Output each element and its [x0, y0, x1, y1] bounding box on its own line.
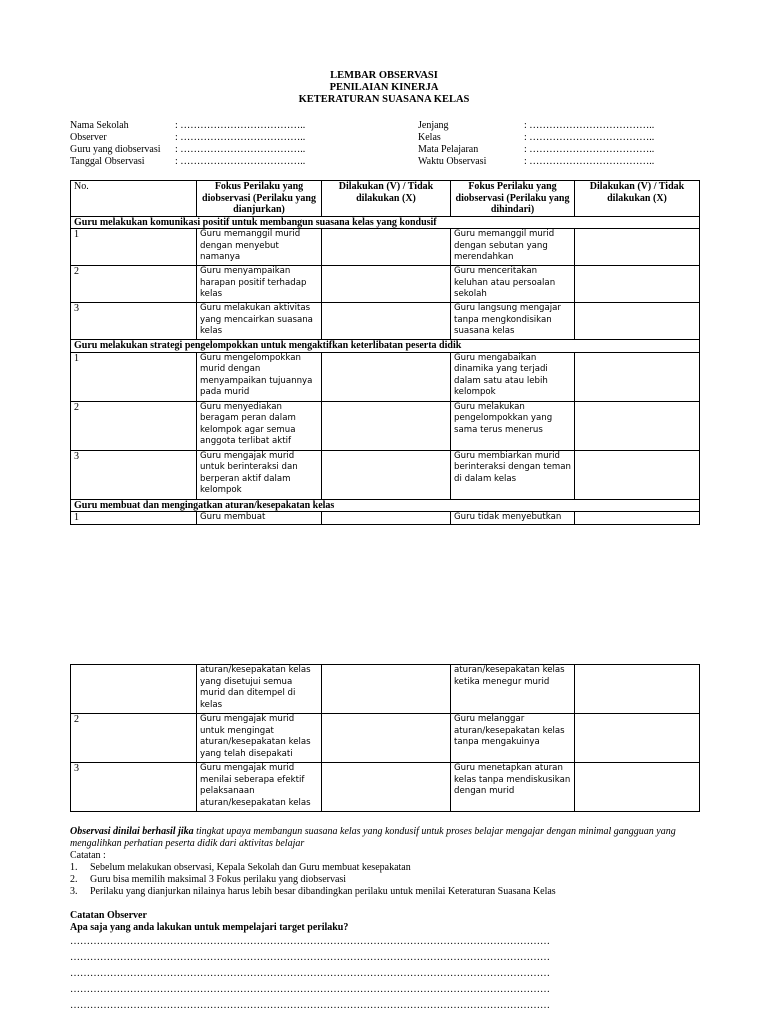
check-cell[interactable]	[575, 450, 700, 499]
table-row	[71, 763, 700, 812]
check-cell[interactable]	[322, 450, 451, 499]
check-cell[interactable]	[575, 229, 700, 266]
behavior-recommended: Guru mengajak murid untuk mengingat aturan/kesepakatan kelas yang telah disepakati	[197, 714, 322, 763]
list-number: 1.	[70, 862, 78, 873]
row-no: 3	[71, 763, 197, 812]
title-line-1: LEMBAR OBSERVASI	[330, 70, 438, 81]
list-text: Guru bisa memilih maksimal 3 Fokus perilaku yang diobservasi	[90, 874, 347, 885]
row-no: 2	[71, 401, 197, 450]
info-row	[418, 132, 654, 144]
check-cell[interactable]	[322, 303, 451, 340]
check-cell[interactable]	[575, 714, 700, 763]
list-number: 2.	[70, 874, 78, 885]
header-fokus-dianjurkan: Fokus Perilaku yang diobservasi (Perilaku yang dianjurkan)	[197, 181, 322, 217]
info-value: : ………………………………..	[175, 120, 306, 131]
row-no: 1	[71, 512, 197, 525]
info-row	[418, 156, 654, 168]
info-label: Waktu Observasi	[418, 156, 487, 167]
info-block-left	[70, 120, 305, 168]
table-row	[71, 714, 700, 763]
check-cell[interactable]	[575, 401, 700, 450]
behavior-avoided: Guru menetapkan aturan kelas tanpa mendiskusikan dengan murid	[451, 763, 575, 812]
info-label: Guru yang diobservasi	[70, 144, 161, 155]
behavior-recommended: Guru memanggil murid dengan menyebut namanya	[197, 229, 322, 266]
info-row	[418, 144, 654, 156]
row-no	[71, 665, 197, 714]
behavior-avoided: Guru melanggar aturan/kesepakatan kelas tanpa mengakuinya	[451, 714, 575, 763]
check-cell[interactable]	[575, 266, 700, 303]
observation-table-page2	[70, 664, 700, 812]
info-row	[418, 120, 654, 132]
behavior-avoided: Guru mengabaikan dinamika yang terjadi dalam satu atau lebih kelompok	[451, 352, 575, 401]
behavior-avoided: Guru tidak menyebutkan	[451, 512, 575, 525]
behavior-avoided: aturan/kesepakatan kelas ketika menegur murid	[451, 665, 575, 714]
observation-table-page1	[70, 180, 700, 525]
table-row	[71, 665, 700, 714]
behavior-recommended: Guru mengajak murid untuk berinteraksi dan berperan aktif dalam kelompok	[197, 450, 322, 499]
answer-line[interactable]: ………………………………………………………………………………………………………………………………	[70, 984, 550, 995]
section-row	[71, 340, 700, 353]
table-row	[71, 229, 700, 266]
observer-notes-title: Catatan Observer	[70, 910, 147, 921]
check-cell[interactable]	[575, 512, 700, 525]
answer-line[interactable]: ………………………………………………………………………………………………………………………………	[70, 968, 550, 979]
table-header-row	[71, 181, 700, 217]
section-title: Guru membuat dan mengingatkan aturan/kesepakatan kelas	[71, 499, 700, 512]
behavior-avoided: Guru memanggil murid dengan sebutan yang merendahkan	[451, 229, 575, 266]
row-no: 3	[71, 450, 197, 499]
check-cell[interactable]	[322, 714, 451, 763]
header-dilakukan-2: Dilakukan (V) / Tidak dilakukan (X)	[575, 181, 700, 217]
list-text: Sebelum melakukan observasi, Kepala Sekolah dan Guru membuat kesepakatan	[90, 862, 411, 873]
behavior-recommended: Guru mengajak murid menilai seberapa efektif pelaksanaan aturan/kesepakatan kelas	[197, 763, 322, 812]
info-value: : ………………………………..	[175, 144, 306, 155]
info-label: Kelas	[418, 132, 441, 143]
check-cell[interactable]	[322, 512, 451, 525]
title-line-2: PENILAIAN KINERJA	[329, 82, 439, 93]
info-value: : ………………………………..	[175, 156, 306, 167]
list-item	[70, 874, 710, 886]
behavior-recommended: Guru melakukan aktivitas yang mencairkan suasana kelas	[197, 303, 322, 340]
check-cell[interactable]	[575, 665, 700, 714]
table-row	[71, 450, 700, 499]
table-row	[71, 512, 700, 525]
info-label: Jenjang	[418, 120, 449, 131]
check-cell[interactable]	[322, 763, 451, 812]
info-label: Nama Sekolah	[70, 120, 129, 131]
section-row	[71, 216, 700, 229]
info-label: Tanggal Observasi	[70, 156, 145, 167]
table-row	[71, 401, 700, 450]
observer-question: Apa saja yang anda lakukan untuk mempelajari target perilaku?	[70, 922, 349, 933]
list-item	[70, 886, 710, 898]
section-title: Guru melakukan strategi pengelompokkan untuk mengaktifkan keterlibatan peserta didik	[71, 340, 700, 353]
info-value: : ………………………………..	[524, 120, 655, 131]
info-label: Observer	[70, 132, 107, 143]
info-row	[70, 132, 305, 144]
info-row	[70, 120, 305, 132]
behavior-avoided: Guru membiarkan murid berinteraksi dengan teman di dalam kelas	[451, 450, 575, 499]
header-no: No.	[71, 181, 197, 217]
check-cell[interactable]	[322, 665, 451, 714]
info-value: : ………………………………..	[524, 132, 655, 143]
answer-line[interactable]: ………………………………………………………………………………………………………………………………	[70, 1000, 550, 1011]
behavior-avoided: Guru langsung mengajar tanpa mengkondisikan suasana kelas	[451, 303, 575, 340]
check-cell[interactable]	[322, 352, 451, 401]
check-cell[interactable]	[575, 763, 700, 812]
info-block-right	[418, 120, 654, 168]
row-no: 3	[71, 303, 197, 340]
list-item	[70, 862, 710, 874]
behavior-recommended: Guru mengelompokkan murid dengan menyampaikan tujuannya pada murid	[197, 352, 322, 401]
check-cell[interactable]	[575, 303, 700, 340]
success-criteria-text: tingkat upaya membangun suasana kelas yang kondusif untuk proses belajar mengajar dengan minimal gangguan yang mengalihkan perhatian peserta didik dari aktivitas belajar	[70, 826, 676, 849]
answer-line[interactable]: ………………………………………………………………………………………………………………………………	[70, 936, 550, 947]
section-row	[71, 499, 700, 512]
section-title: Guru melakukan komunikasi positif untuk membangun suasana kelas yang kondusif	[71, 216, 700, 229]
info-value: : ………………………………..	[524, 144, 655, 155]
list-number: 3.	[70, 886, 78, 897]
table-row	[71, 352, 700, 401]
table-row	[71, 303, 700, 340]
behavior-avoided: Guru menceritakan keluhan atau persoalan sekolah	[451, 266, 575, 303]
info-label: Mata Pelajaran	[418, 144, 479, 155]
row-no: 1	[71, 229, 197, 266]
success-criteria-lead: Observasi dinilai berhasil jika	[70, 826, 194, 837]
behavior-avoided: Guru melakukan pengelompokkan yang sama terus menerus	[451, 401, 575, 450]
info-row	[70, 156, 305, 168]
answer-line[interactable]: ………………………………………………………………………………………………………………………………	[70, 952, 550, 963]
info-value: : ………………………………..	[524, 156, 655, 167]
behavior-recommended: aturan/kesepakatan kelas yang disetujui semua murid dan ditempel di kelas	[197, 665, 322, 714]
behavior-recommended: Guru menyampaikan harapan positif terhadap kelas	[197, 266, 322, 303]
catatan-label: Catatan :	[70, 850, 106, 861]
header-dilakukan-1: Dilakukan (V) / Tidak dilakukan (X)	[322, 181, 451, 217]
header-fokus-dihindari: Fokus Perilaku yang diobservasi (Perilaku yang dihindari)	[451, 181, 575, 217]
info-value: : ………………………………..	[175, 132, 306, 143]
row-no: 2	[71, 266, 197, 303]
success-criteria	[70, 826, 710, 850]
behavior-recommended: Guru menyediakan beragam peran dalam kelompok agar semua anggota terlibat aktif	[197, 401, 322, 450]
behavior-recommended: Guru membuat	[197, 512, 322, 525]
catatan-list	[70, 862, 710, 898]
row-no: 1	[71, 352, 197, 401]
list-text: Perilaku yang dianjurkan nilainya harus lebih besar dibandingkan perilaku untuk menilai Keteraturan Suasana Kelas	[90, 886, 556, 897]
check-cell[interactable]	[322, 229, 451, 266]
document-title	[0, 70, 768, 106]
check-cell[interactable]	[575, 352, 700, 401]
notes-section	[70, 826, 710, 1014]
check-cell[interactable]	[322, 401, 451, 450]
title-line-3: KETERATURAN SUASANA KELAS	[298, 94, 470, 105]
check-cell[interactable]	[322, 266, 451, 303]
row-no: 2	[71, 714, 197, 763]
info-row	[70, 144, 305, 156]
table-row	[71, 266, 700, 303]
